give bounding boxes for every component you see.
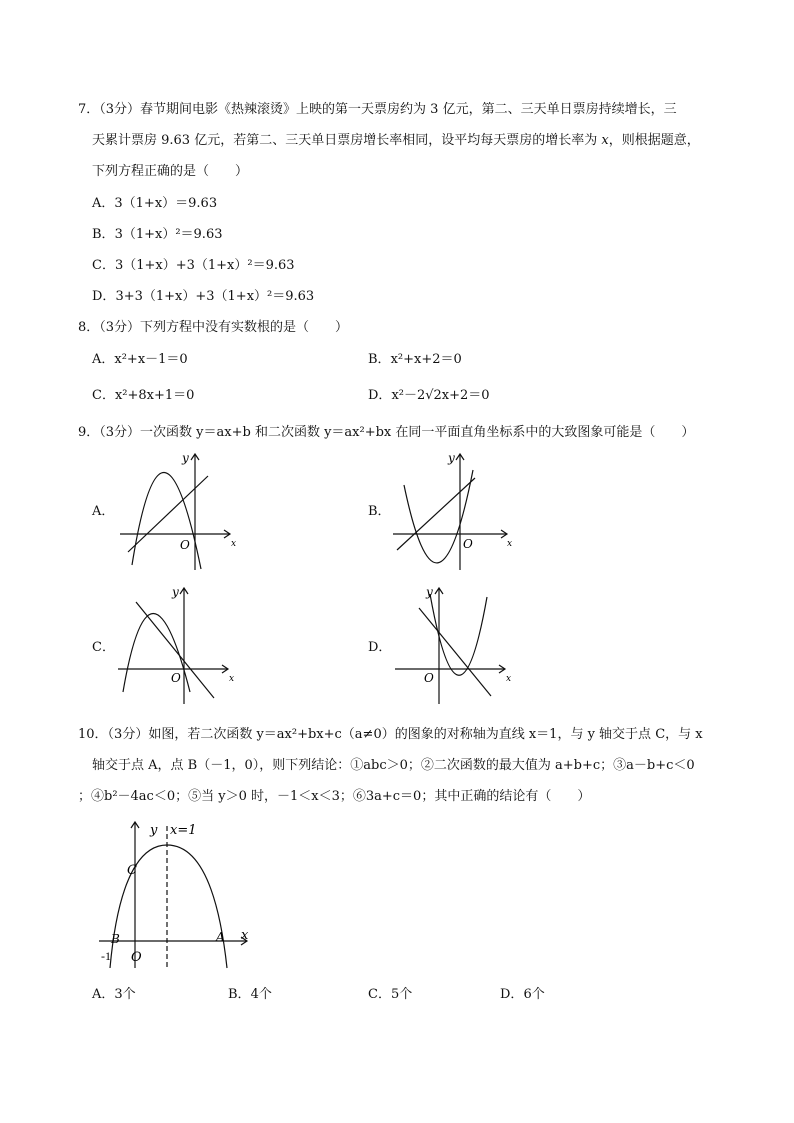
q8-stem: 8．（3分）下列方程中没有实数根的是（ ） <box>78 320 349 335</box>
q8-option-d-label: D． <box>368 388 392 403</box>
q8-option-c-expr: x²+8x+1＝0 <box>114 388 195 403</box>
q7-option-b-label: B． <box>92 227 115 242</box>
q7-option-a[interactable] <box>92 196 217 212</box>
q10-option-b[interactable] <box>228 987 272 1003</box>
q9-graph-b-x-label: x <box>507 539 513 549</box>
q9-stem: 9．（3分）一次函数 y＝ax+b 和二次函数 y＝ax²+bx 在同一平面直角坐标系中的大致图象可能是（ ） <box>78 425 695 440</box>
q9-option-a-label[interactable]: A． <box>92 504 115 519</box>
q10-option-a[interactable] <box>92 987 136 1003</box>
q7-option-c[interactable] <box>92 258 295 274</box>
q7-option-b[interactable] <box>92 227 223 243</box>
q9-graph-c-origin: O <box>171 671 181 685</box>
q9-graph-d[interactable] <box>393 580 517 706</box>
q9-graph-b-y-label: y <box>448 451 455 465</box>
q9-option-b-label[interactable]: B． <box>368 504 391 519</box>
q7-stem-line2 <box>92 133 700 149</box>
q9-graph-c[interactable] <box>116 580 240 706</box>
q10-option-b-label: B． <box>228 987 251 1002</box>
q10-option-d-text: 6个 <box>523 987 545 1002</box>
q9-graph-a[interactable] <box>118 448 240 572</box>
q10-option-c[interactable] <box>368 987 412 1003</box>
q7-stem-line2-pre: 天累计票房 9.63 亿元，若第二、三天单日票房增长率相同，设平均每天票房的增长率为 <box>92 133 602 148</box>
q8-option-d-expr: x²－2√2x+2＝0 <box>391 388 490 403</box>
q9-graph-c-y-label: y <box>172 585 179 599</box>
q10-option-d[interactable] <box>500 987 545 1003</box>
q10-option-d-label: D． <box>500 987 524 1002</box>
q10-y-label: y <box>150 823 158 838</box>
q7-var-x: x <box>601 133 609 148</box>
q9-graph-a-line <box>128 476 208 552</box>
q9-graph-a-y-label: y <box>182 451 189 465</box>
q7-stem-line2-post: ，则根据题意， <box>608 133 700 148</box>
q7-option-a-expr: 3（1+x）＝9.63 <box>114 196 218 211</box>
q9-graph-c-x-label: x <box>229 674 235 684</box>
q9-graph-d-x-label: x <box>506 674 512 684</box>
q7-option-d[interactable] <box>92 289 314 305</box>
q10-option-c-label: C． <box>368 987 391 1002</box>
q9-graph-d-origin: O <box>424 671 434 685</box>
q8-option-b-label: B． <box>368 352 391 367</box>
q9-graph-d-y-label: y <box>426 585 433 599</box>
q7-option-c-expr: 3（1+x）+3（1+x）²＝9.63 <box>114 258 295 273</box>
q10-x-label: x <box>241 928 249 943</box>
q7-option-d-label: D． <box>92 289 116 304</box>
q8-option-b[interactable] <box>368 352 462 368</box>
q8-option-b-expr: x²+x+2＝0 <box>390 352 462 367</box>
q9-graph-b-origin: O <box>463 537 473 551</box>
q9-graph-b[interactable] <box>393 448 517 572</box>
q8-option-d[interactable] <box>368 388 490 404</box>
q10-figure <box>95 818 255 970</box>
q8-option-c-label: C． <box>92 388 115 403</box>
q10-option-a-label: A． <box>92 987 115 1002</box>
q10-option-a-text: 3个 <box>114 987 136 1002</box>
q10-stem-line3: ；④b²－4ac＜0；⑤当 y＞0 时，－1＜x＜3；⑥3a+c＝0；其中正确的结论有（ ） <box>78 789 591 804</box>
q8-option-a-expr: x²+x－1＝0 <box>114 352 188 367</box>
q7-option-b-expr: 3（1+x）²＝9.63 <box>114 227 223 242</box>
q9-graph-a-x-label: x <box>231 539 237 549</box>
q10-stem-line2: 轴交于点 A，点 B（－1，0），则下列结论：①abc＞0；②二次函数的最大值为 a+b+c；③a－b+c＜0 <box>92 758 695 773</box>
q7-option-a-label: A． <box>92 196 115 211</box>
q10-stem-line1: 10．（3分）如图，若二次函数 y＝ax²+bx+c（a≠0）的图象的对称轴为直线 x＝1，与 y 轴交于点 C，与 x <box>78 727 703 742</box>
q7-option-c-label: C． <box>92 258 115 273</box>
q8-option-a[interactable] <box>92 352 188 368</box>
q8-option-c[interactable] <box>92 388 194 404</box>
q9-graph-a-parabola <box>132 472 201 569</box>
q10-origin: O <box>131 950 142 965</box>
q8-option-a-label: A． <box>92 352 115 367</box>
q10-point-a: A <box>216 930 225 944</box>
q10-option-b-text: 4个 <box>250 987 272 1002</box>
q9-option-d-label[interactable]: D． <box>368 640 392 655</box>
q7-stem-line3: 下列方程正确的是（ ） <box>92 164 249 179</box>
q7-option-d-expr: 3+3（1+x）+3（1+x）²＝9.63 <box>115 289 315 304</box>
q10-sym-label: x=1 <box>170 823 197 838</box>
q10-point-b: B <box>111 932 120 946</box>
q10-point-c: C <box>127 863 137 878</box>
q10-minus1-label: -1 <box>101 949 111 963</box>
q9-option-c-label[interactable]: C． <box>92 640 115 655</box>
q9-graph-a-origin: O <box>180 538 190 552</box>
q7-stem-line1: 7．（3分）春节期间电影《热辣滚烫》上映的第一天票房约为 3 亿元，第二、三天单日票房持续增长，三 <box>78 102 677 117</box>
q10-option-c-text: 5个 <box>390 987 413 1002</box>
